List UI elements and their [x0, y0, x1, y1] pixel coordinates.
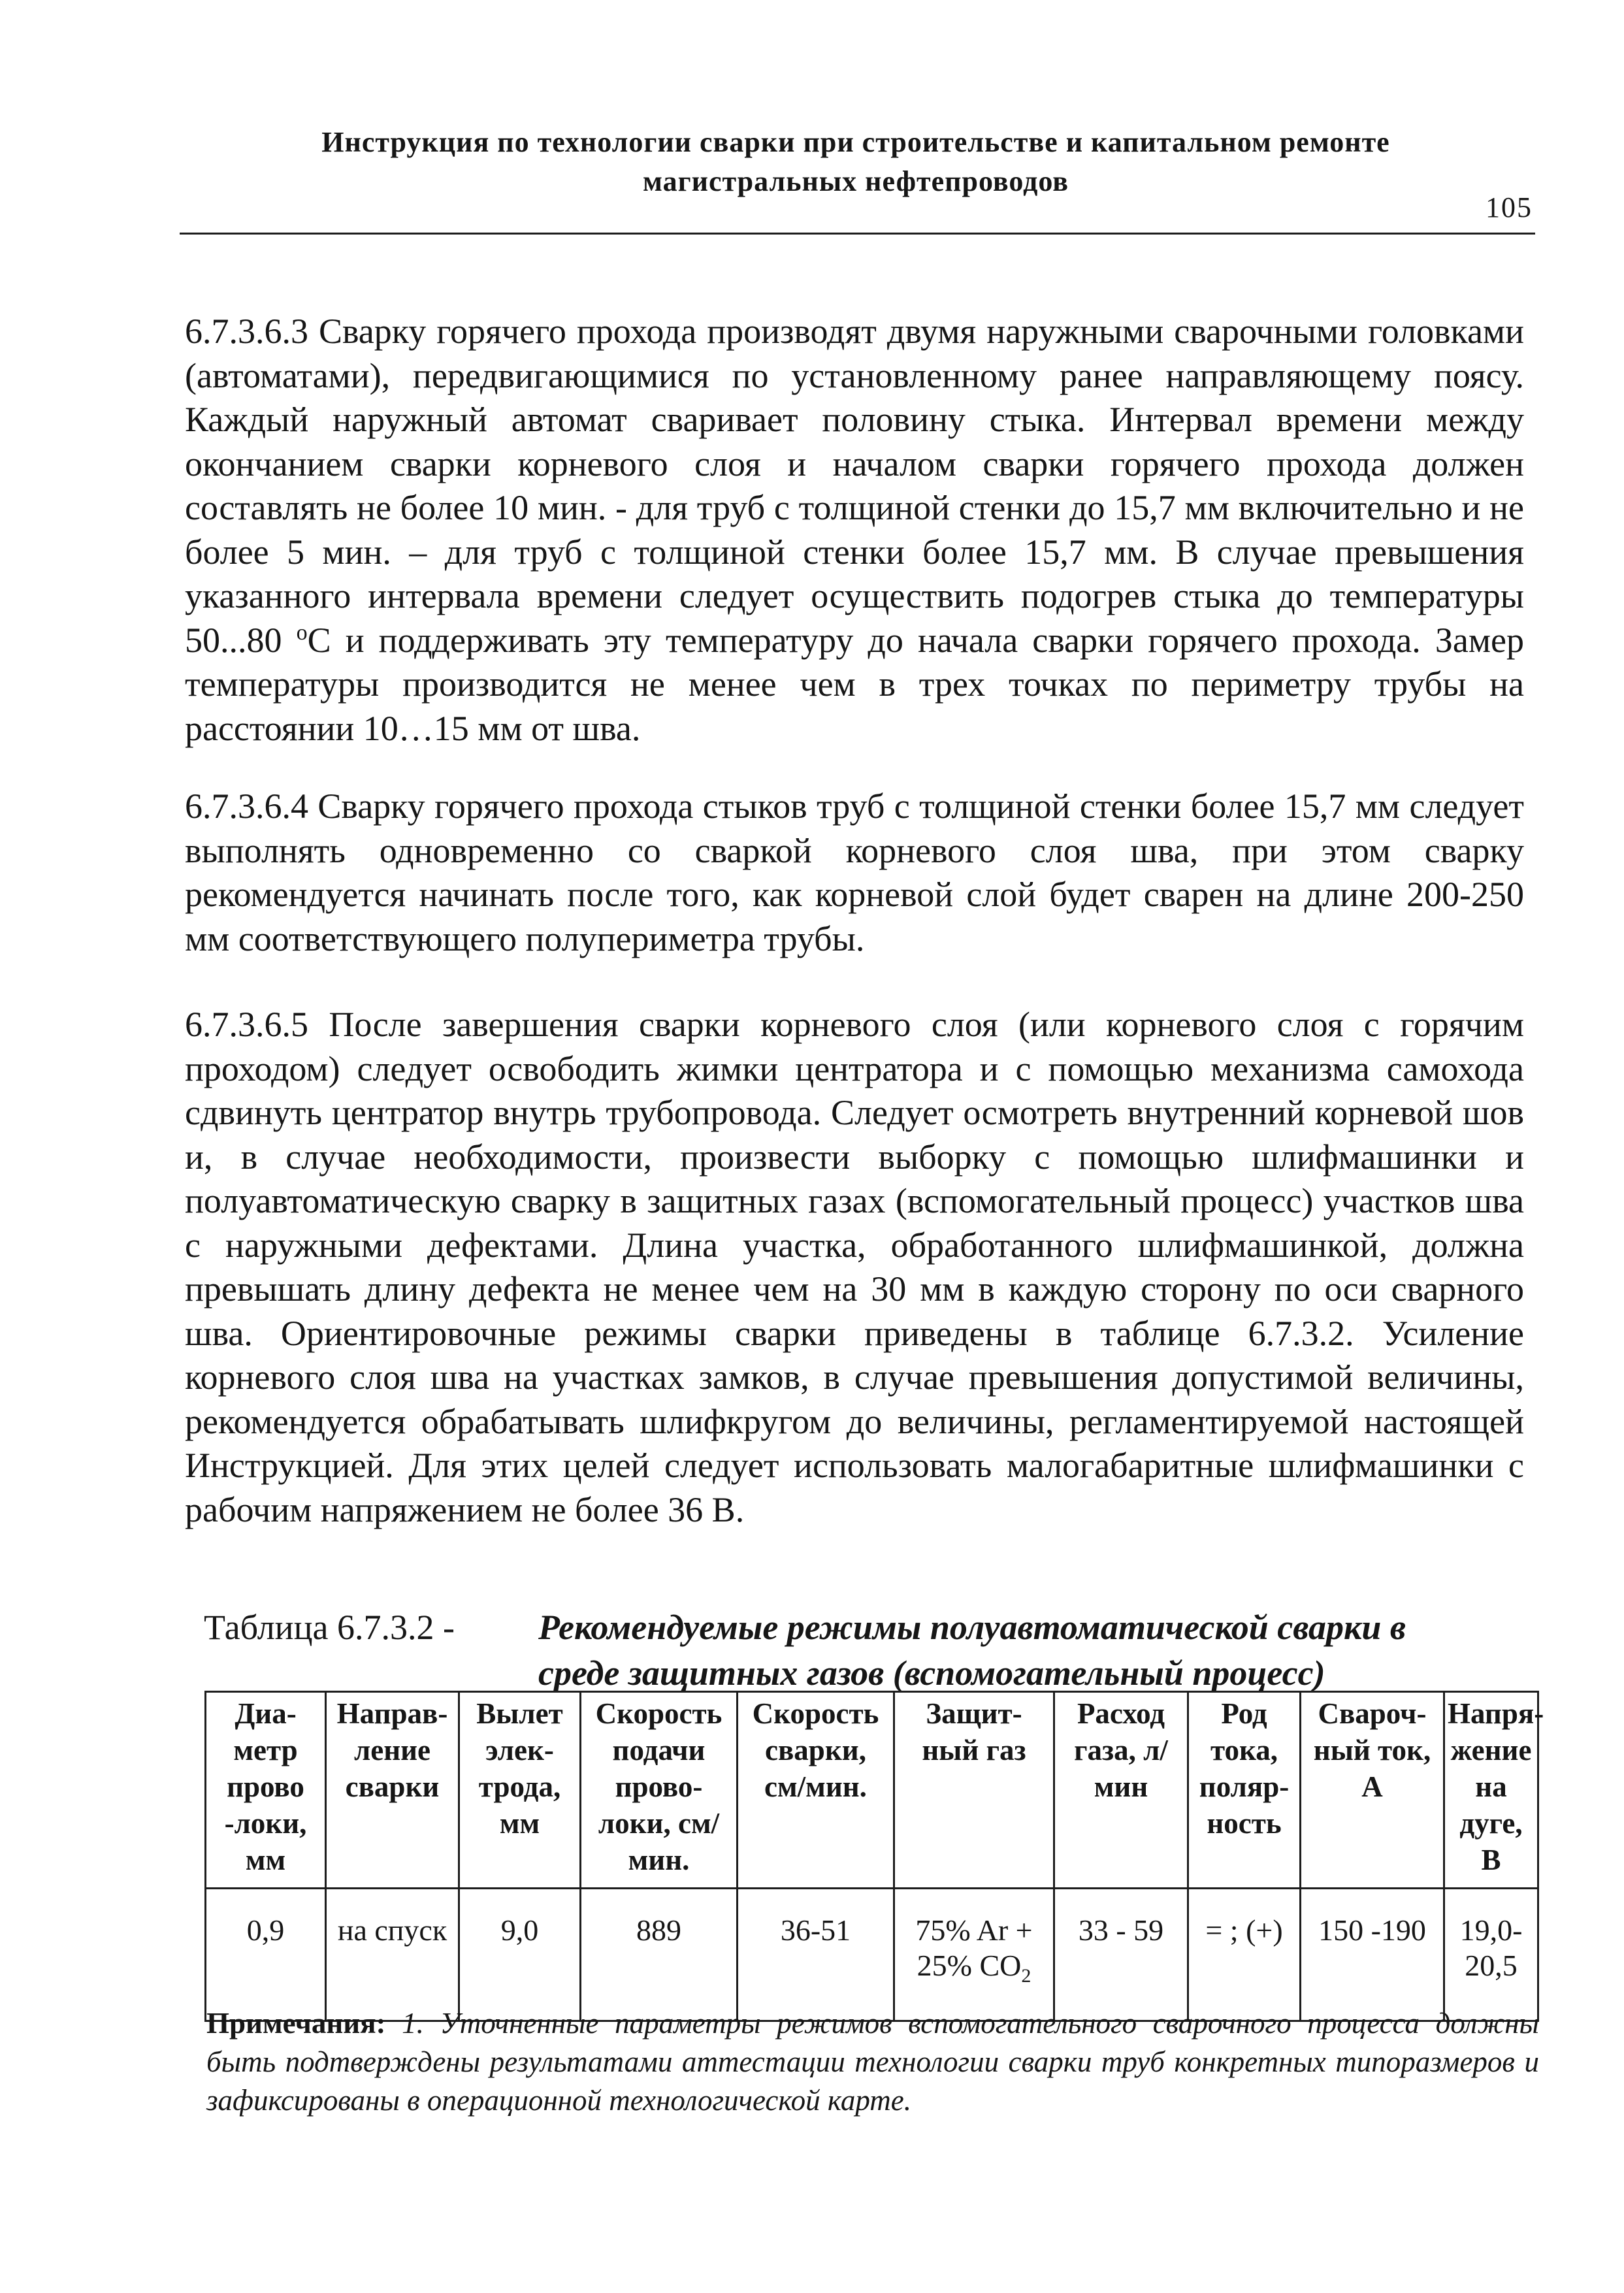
page-number: 105: [1486, 191, 1533, 223]
gas-line2-text: 25% CO: [917, 1949, 1022, 1982]
table-cell-current-type: = ; (+): [1188, 1889, 1301, 2021]
paragraph-6-7-3-6-4: 6.7.3.6.4 Сварку горячего прохода стыков труб с толщиной стенки более 15,7 мм следует выполнять одновременно со сваркой корневого слоя шва, при этом сварку рекомендуется начинать после того, как корневой слой будет сварен на длине 200-250 мм соответствующего полупериметра трубы.: [185, 787, 1524, 958]
table-cell-diameter: 0,9: [206, 1889, 326, 2021]
table-notes: [206, 2004, 1539, 2120]
welding-modes-table: [204, 1691, 1544, 2022]
table-cell-weld-speed: 36-51: [738, 1889, 894, 2021]
table-caption-title-line2: среде защитных газов (вспомогательный процесс): [538, 1653, 1325, 1693]
gas-line2: [898, 1948, 1050, 1987]
voltage-line1: 19,0-: [1459, 1913, 1523, 1947]
notes-text: 1. Уточненные параметры режимов вспомогательного сварочного процесса должны быть подтверждены результатами аттестации технологии сварки труб конкретных типоразмеров и зафиксированы в операционной технологической карте.: [206, 2007, 1540, 2117]
running-header: [180, 123, 1532, 201]
table-header-cell: Свароч-ный ток, А: [1301, 1692, 1444, 1889]
table-header-row: [206, 1692, 1538, 1889]
header-divider: [180, 233, 1535, 235]
gas-line1: 75% Ar +: [915, 1913, 1033, 1947]
paragraph-6-7-3-6-3: [185, 310, 1524, 751]
table-caption-title-line1: Рекомендуемые режимы полуавтоматической сварки в: [538, 1608, 1406, 1647]
table-cell-stickout: 9,0: [459, 1889, 581, 2021]
paragraph-text: 6.7.3.6.3 Сварку горячего прохода производят двумя наружными сварочными головками (автоматами), передвигающимися по установленному ранее направляющему поясу. Каждый наружный автомат сваривает половину стыка. Интервал времени между окончанием сварки корневого слоя и началом сварки горячего прохода должен составлять не более 10 мин. - для труб с толщиной стенки до 15,7 мм включительно и не более 5 мин. – для труб с толщиной стенки более 15,7 мм. В случае превышения указанного интервала времени следует осуществить подогрев стыка до температуры 50...80: [185, 312, 1524, 660]
paragraph-6-7-3-6-5: 6.7.3.6.5 После завершения сварки корневого слоя (или корневого слоя с горячим проходом) следует освободить жимки центратора и с помощью механизма самохода сдвинуть центратор внутрь трубопровода. Следует осмотреть внутренний корневой шов и, в случае необходимости, произвести выборку с помощью шлифмашинки и полуавтоматическую сварку в защитных газах (вспомогательный процесс) участков шва с наружными дефектами. Длина участка, обработанного шлифмашинкой, должна превышать длину дефекта не менее чем на 30 мм в каждую сторону по оси сварного шва. Ориентировочные режимы сварки приведены в таблице 6.7.3.2. Усиление корневого слоя шва на участках замков, в случае превышения допустимой величины, рекомендуется обрабатывать шлифкругом до величины, регламентируемой настоящей Инструкцией. Для этих целей следует использовать малогабаритные шлифмашинки с рабочим напряжением не более 36 В.: [185, 1005, 1524, 1529]
table-header-cell: Напря-жение на дуге, В: [1444, 1692, 1538, 1889]
header-title-line2: магистральных нефтепроводов: [642, 165, 1069, 197]
table-caption: [204, 1604, 1536, 1696]
paragraph-text-continued: С и поддерживать эту температуру до начала сварки горячего прохода. Замер температуры производится не менее чем в трех точках по периметру трубы на расстоянии 10…15 мм от шва.: [185, 620, 1525, 748]
table-cell-feed-speed: 889: [581, 1889, 738, 2021]
table-header-cell: Скорость сварки, см/мин.: [738, 1692, 894, 1889]
table-header-cell: Скорость подачи прово-локи, см/мин.: [581, 1692, 738, 1889]
table-cell-shielding-gas: [894, 1889, 1054, 2021]
table-cell-direction: на спуск: [326, 1889, 459, 2021]
table-cell-current: 150 -190: [1301, 1889, 1444, 2021]
table-header-cell: Диа-метр прово -локи, мм: [206, 1692, 326, 1889]
voltage-line2: 20,5: [1465, 1949, 1518, 1982]
table-header-cell: Защит-ный газ: [894, 1692, 1054, 1889]
gas-subscript: 2: [1021, 1965, 1031, 1987]
notes-label: Примечания:: [206, 2007, 386, 2040]
table-header-cell: Род тока, поляр-ность: [1188, 1692, 1301, 1889]
table-header-cell: Вылет элек-трода, мм: [459, 1692, 581, 1889]
table-header-cell: Расход газа, л/мин: [1054, 1692, 1188, 1889]
table-caption-label: Таблица 6.7.3.2 -: [204, 1608, 455, 1647]
header-title-line1: Инструкция по технологии сварки при строительстве и капитальном ремонте: [321, 126, 1390, 158]
table-row: [206, 1889, 1538, 2021]
degree-sign: o: [296, 620, 308, 645]
table-header-cell: Направ-ление сварки: [326, 1692, 459, 1889]
table-cell-gas-flow: 33 - 59: [1054, 1889, 1188, 2021]
table-cell-voltage: [1444, 1889, 1538, 2021]
